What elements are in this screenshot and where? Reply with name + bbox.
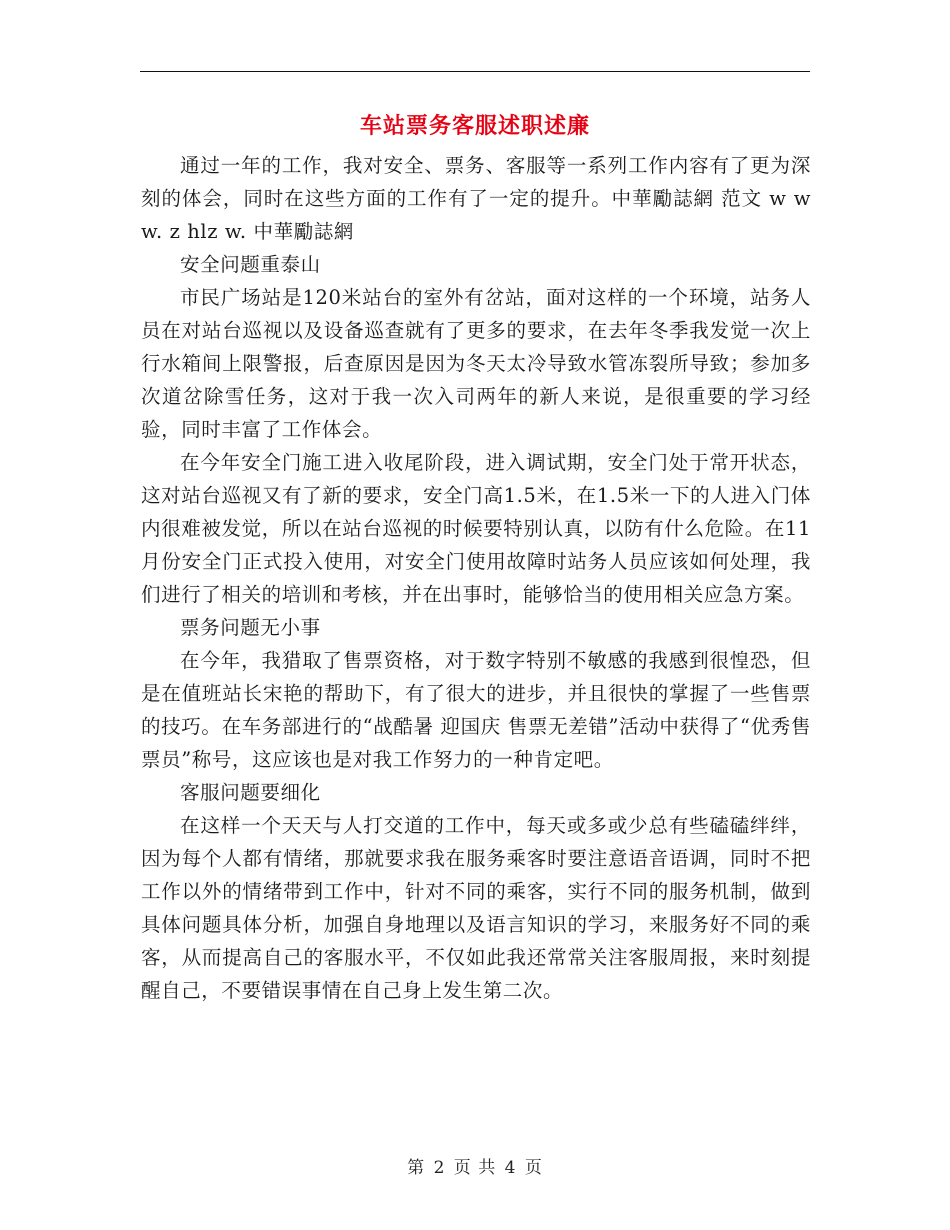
page-label-suffix: 页 (524, 1158, 543, 1178)
page-label-mid: 页 共 (453, 1158, 497, 1178)
page-number-footer (0, 1153, 950, 1178)
document-title: 车站票务客服述职述廉 (359, 113, 590, 139)
ticketing-paragraph: 在今年，我猎取了售票资格，对于数字特别不敏感的我感到很惶恐，但是在值班站长宋艳的帮助下，有了很大的进步，并且很快的掌握了一些售票的技巧。在车务部进行的“战酷暑 迎国庆 售票无差错”活动中获得了“优秀售票员”称号，这应该也是对我工作努力的一种肯定吧。 (141, 649, 811, 771)
section-heading-ticketing: 票务问题无小事 (180, 616, 321, 639)
current-page-number: 2 (433, 1158, 446, 1178)
service-paragraph: 在这样一个天天与人打交道的工作中，每天或多或少总有些磕磕绊绊，因为每个人都有情绪，那就要求我在服务乘客时要注意语音语调，同时不把工作以外的情绪带到工作中，针对不同的乘客，实行不同的服务机制，做到具体问题具体分析，加强自身地理以及语言知识的学习，来服务好不同的乘客，从而提高自己的客服水平，不仅如此我还常常关注客服周报，来时刻提醒自己，不要错误事情在自己身上发生第二次。 (141, 814, 811, 1002)
document-body (141, 149, 811, 1007)
total-pages-number: 4 (504, 1158, 517, 1178)
section-heading-safety: 安全问题重泰山 (180, 253, 321, 276)
safety-paragraph-2: 在今年安全门施工进入收尾阶段，进入调试期，安全门处于常开状态，这对站台巡视又有了新的要求，安全门高1.5米，在1.5米一下的人进入门体内很难被发觉，所以在站台巡视的时候要特别认真，以防有什么危险。在11月份安全门正式投入使用，对安全门使用故障时站务人员应该如何处理，我们进行了相关的培训和考核，并在出事时，能够恰当的使用相关应急方案。 (141, 451, 811, 606)
intro-paragraph: 通过一年的工作，我对安全、票务、客服等一系列工作内容有了更为深刻的体会，同时在这些方面的工作有了一定的提升。中華勵誌網 范文 w ww. z hlz w. 中華勵誌網 (141, 154, 811, 243)
header-rule (140, 71, 810, 72)
section-heading-service: 客服问题要细化 (180, 781, 321, 804)
page-label-prefix: 第 (407, 1158, 426, 1178)
safety-paragraph-1: 市民广场站是120米站台的室外有岔站，面对这样的一个环境，站务人员在对站台巡视以及设备巡查就有了更多的要求，在去年冬季我发觉一次上行水箱间上限警报，后查原因是因为冬天太冷导致水管冻裂所导致；参加多次道岔除雪任务，这对于我一次入司两年的新人来说，是很重要的学习经验，同时丰富了工作体会。 (141, 286, 811, 441)
